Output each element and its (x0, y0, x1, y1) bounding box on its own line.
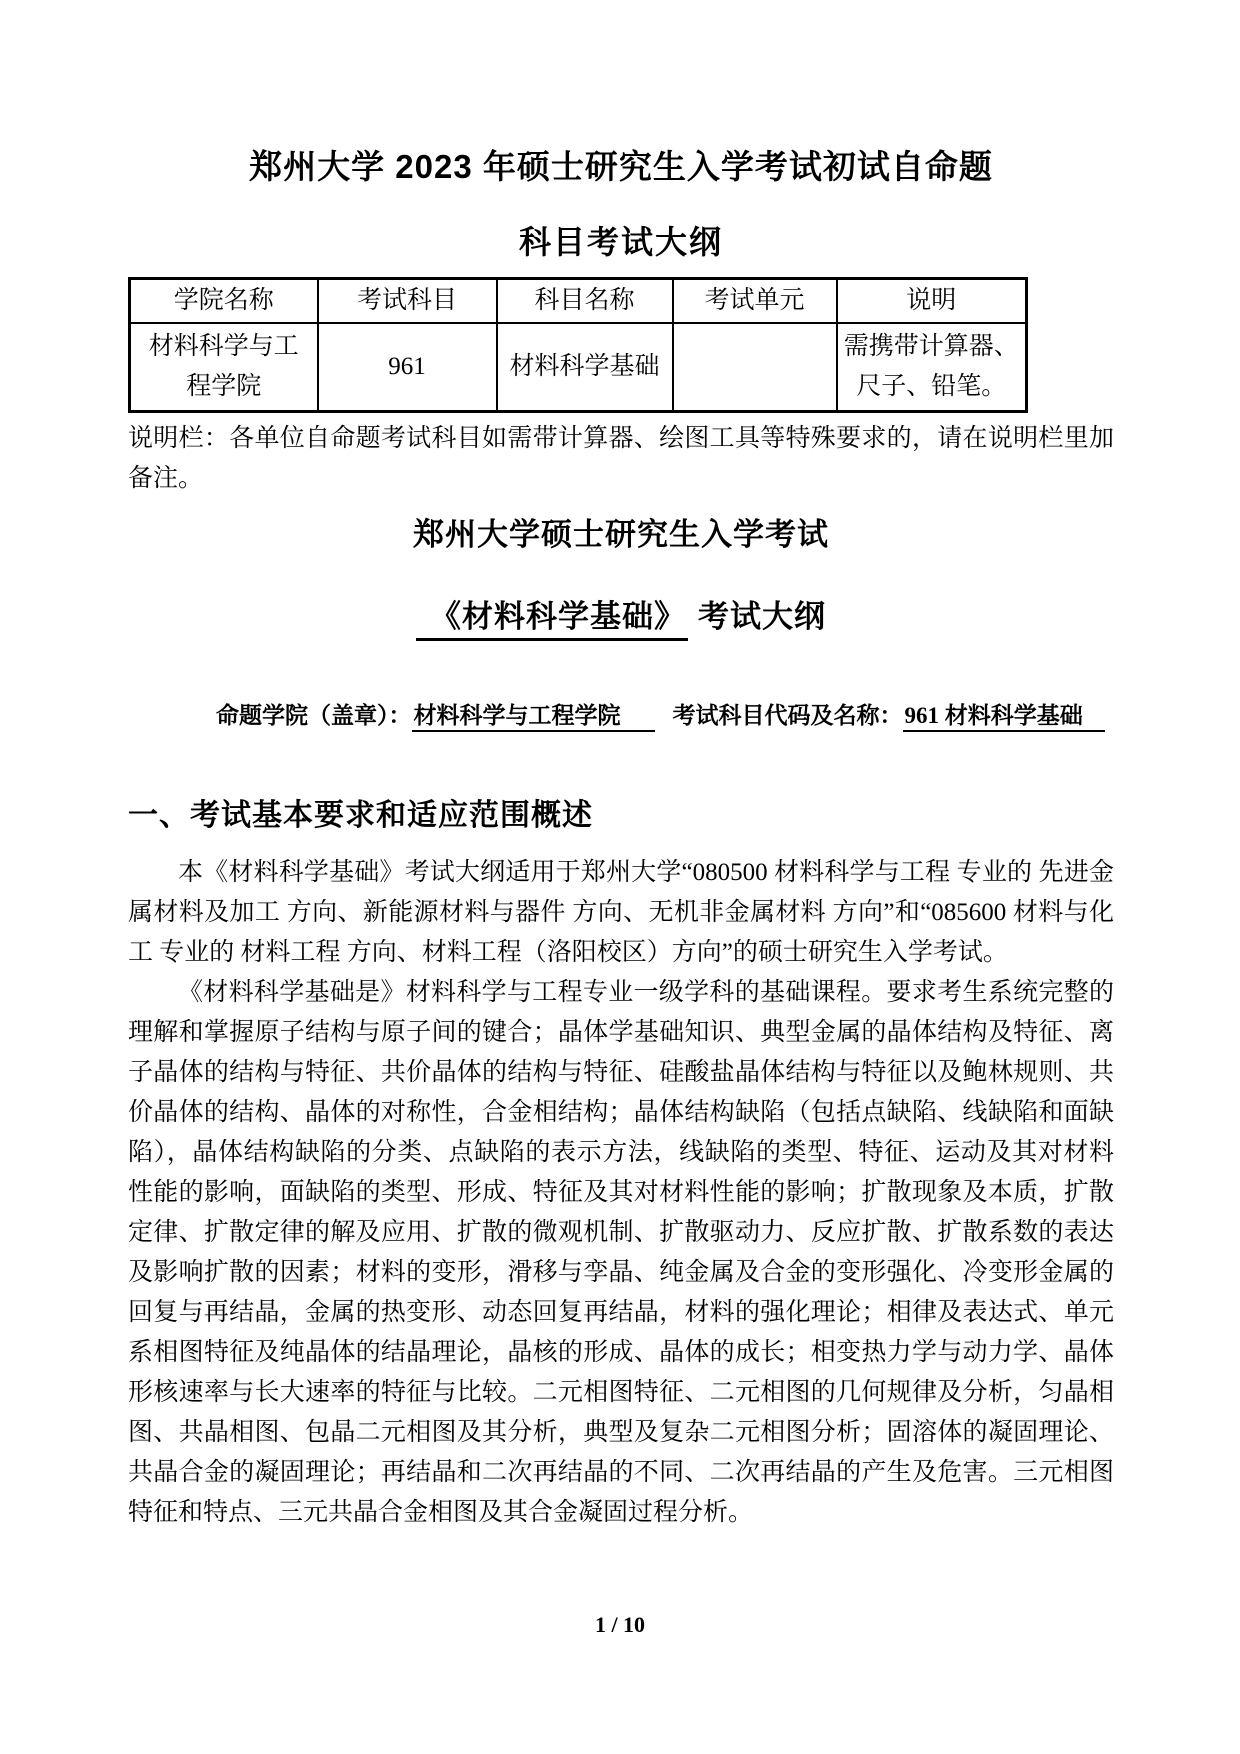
subject-code-label: 考试科目代码及名称： (672, 703, 903, 729)
subtitle-line1: 郑州大学硕士研究生入学考试 (413, 516, 829, 552)
page-number: 1 / 10 (594, 1612, 646, 1637)
cell-exam-unit (673, 323, 837, 412)
subtitle-line2 (128, 597, 1114, 637)
table-row (130, 323, 1027, 412)
section1-paragraph-2: 《材料科学基础是》材料科学与工程专业一级学科的基础课程。要求考生系统完整的理解和掌握原子结构与原子间的键合；晶体学基础知识、典型金属的晶体结构及特征、离子晶体的结构与特征、共价晶体的结构与特征、硅酸盐晶体结构与特征以及鲍林规则、共价晶体的结构、晶体的对称性，合金相结构；晶体结构缺陷（包括点缺陷、线缺陷和面缺陷），晶体结构缺陷的分类、点缺陷的表示方法，线缺陷的类型、特征、运动及其对材料性能的影响，面缺陷的类型、形成、特征及其对材料性能的影响；扩散现象及本质，扩散定律、扩散定律的解及应用、扩散的微观机制、扩散驱动力、反应扩散、扩散系数的表达及影响扩散的因素；材料的变形，滑移与孪晶、纯金属及合金的变形强化、冷变形金属的回复与再结晶，金属的热变形、动态回复再结晶，材料的强化理论；相律及表达式、单元系相图特征及纯晶体的结晶理论，晶核的形成、晶体的成长；相变热力学与动力学、晶体形核速率与长大速率的特征与比较。二元相图特征、二元相图的几何规律及分析，匀晶相图、共晶相图、包晶二元相图及其分析，典型及复杂二元相图分析；固溶体的凝固理论、共晶合金的凝固理论；再结晶和二次再结晶的不同、二次再结晶的产生及危害。三元相图特征和特点、三元共晶合金相图及其合金凝固过程分析。 (128, 978, 1114, 1526)
table-header-row (130, 278, 1027, 323)
subject-code-value: 961 材料科学基础 (903, 703, 1105, 732)
doc-title-line1: 郑州大学 2023 年硕士研究生入学考试初试自命题 (249, 148, 993, 185)
col-header-subject-name: 科目名称 (497, 278, 673, 323)
doc-title-line2: 科目考试大纲 (518, 224, 723, 261)
issuer-line (128, 699, 1114, 733)
col-header-exam-unit: 考试单元 (673, 278, 837, 323)
issuer-college-label: 命题学院（盖章）： (216, 703, 412, 729)
cell-subject-name: 材料科学基础 (497, 323, 673, 412)
col-header-college-name: 学院名称 (130, 278, 318, 323)
col-header-exam-subject: 考试科目 (318, 278, 497, 323)
exam-info-table (128, 277, 1028, 413)
cell-exam-subject-code: 961 (318, 323, 497, 412)
col-header-remark: 说明 (837, 278, 1027, 323)
issuer-college-value: 材料科学与工程学院 (412, 703, 655, 732)
subtitle-book-title: 《材料科学基础》 (416, 599, 688, 641)
table-note: 说明栏：各单位自命题考试科目如需带计算器、绘图工具等特殊要求的，请在说明栏里加备注。 (128, 424, 1114, 492)
section1-paragraph-1: 本《材料科学基础》考试大纲适用于郑州大学“080500 材料科学与工程 专业的 先进金属材料及加工 方向、新能源材料与器件 方向、无机非金属材料 方向”和“085600 材料与化工 专业的 材料工程 方向、材料工程（洛阳校区）方向”的硕士研究生入学考试。 (128, 858, 1114, 966)
section1-heading: 一、考试基本要求和适应范围概述 (128, 799, 593, 833)
cell-remark: 需携带计算器、尺子、铅笔。 (837, 323, 1027, 412)
subtitle-rest: 考试大纲 (698, 598, 826, 634)
cell-college-name: 材料科学与工程学院 (130, 323, 318, 412)
